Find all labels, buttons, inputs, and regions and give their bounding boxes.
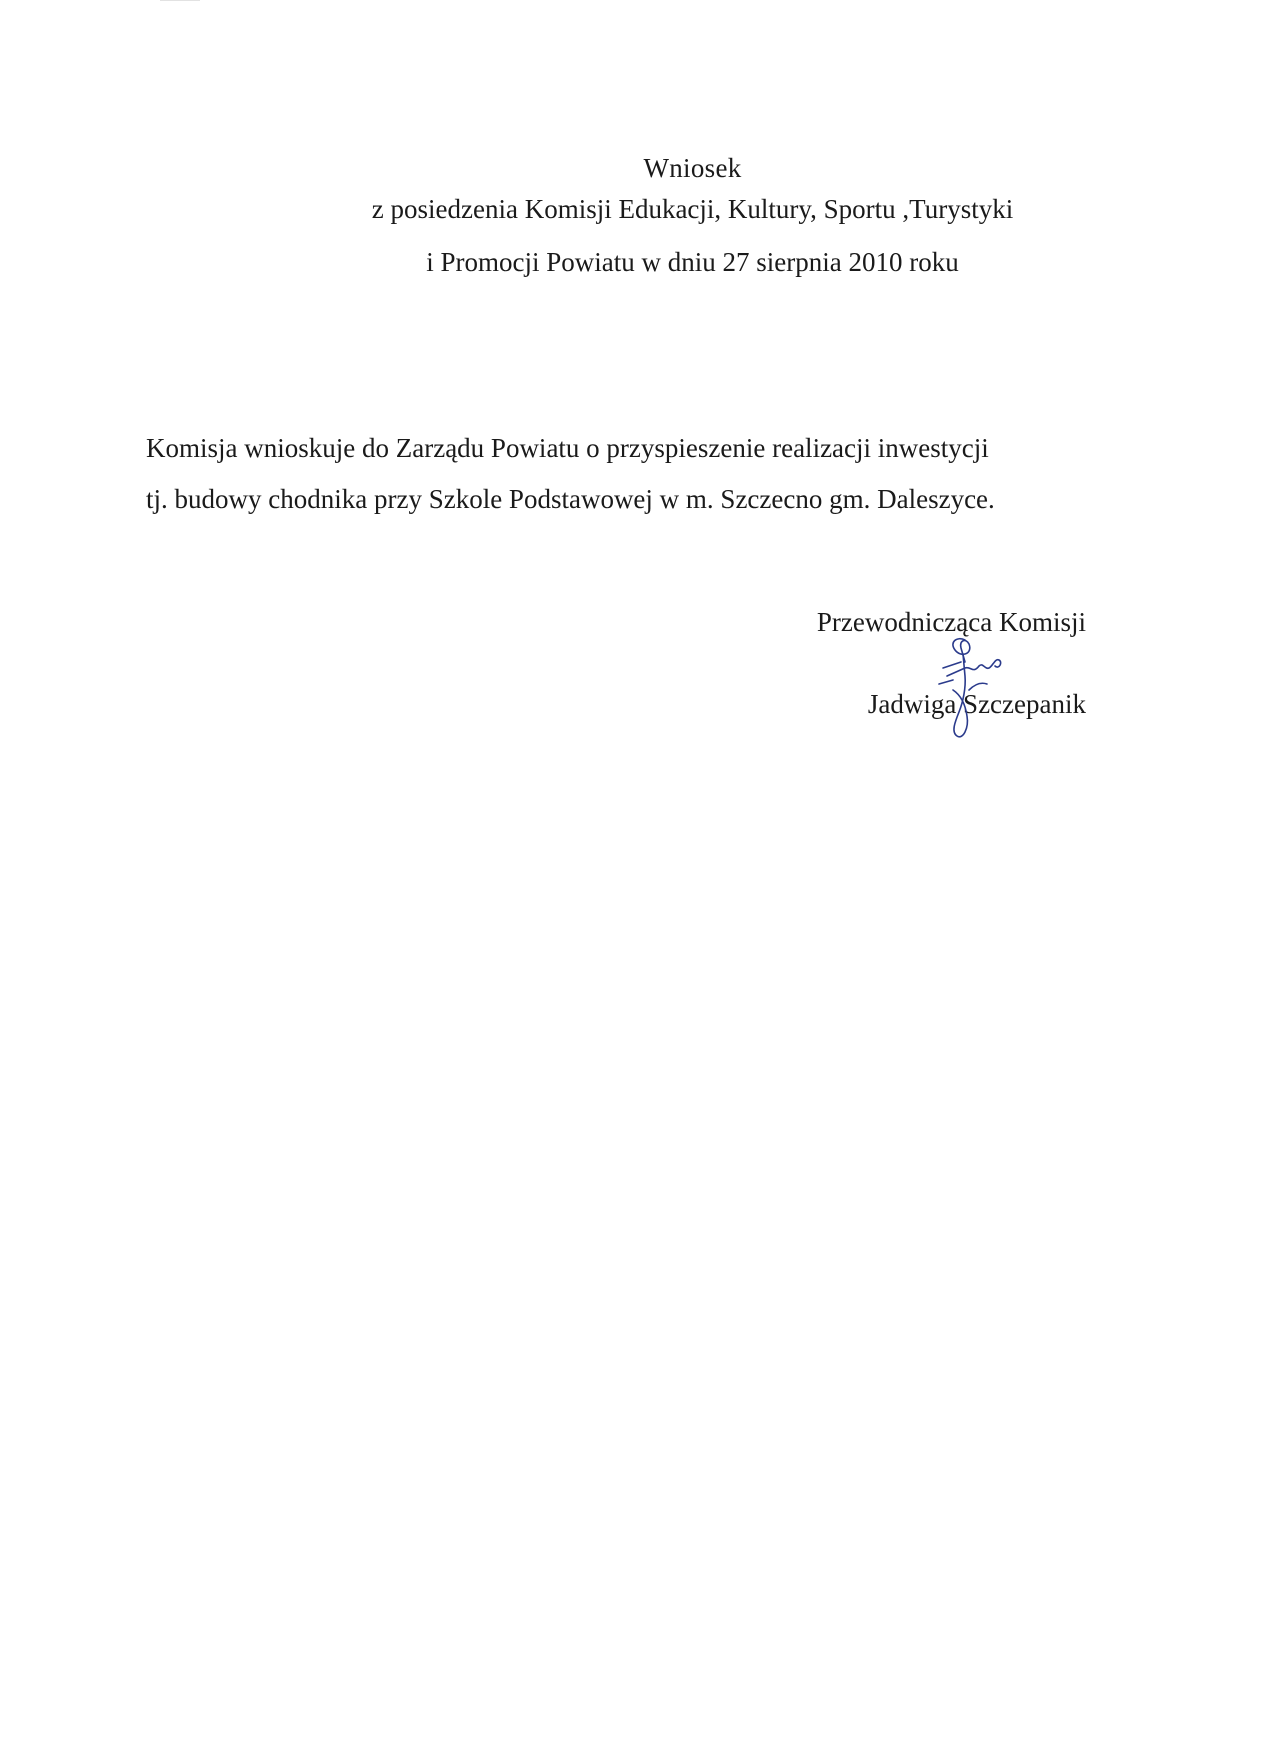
handwritten-signature [935, 632, 1015, 742]
document-subtitle-line-2: i Promocji Powiatu w dniu 27 sierpnia 2010 roku [426, 247, 959, 277]
body-text-line-1: Komisja wnioskuje do Zarządu Powiatu o przyspieszenie realizacji inwestycji [146, 433, 989, 463]
signatory-title: Przewodnicząca Komisji [816, 607, 1086, 637]
signatory-name: Jadwiga Szczepanik [867, 689, 1086, 719]
body-text-line-2: tj. budowy chodnika przy Szkole Podstawowej w m. Szczecno gm. Daleszyce. [146, 484, 995, 514]
scan-artifact [160, 0, 200, 1]
document-subtitle-line-1: z posiedzenia Komisji Edukacji, Kultury, Sportu ,Turystyki [371, 194, 1014, 224]
document-title: Wniosek [643, 153, 742, 183]
